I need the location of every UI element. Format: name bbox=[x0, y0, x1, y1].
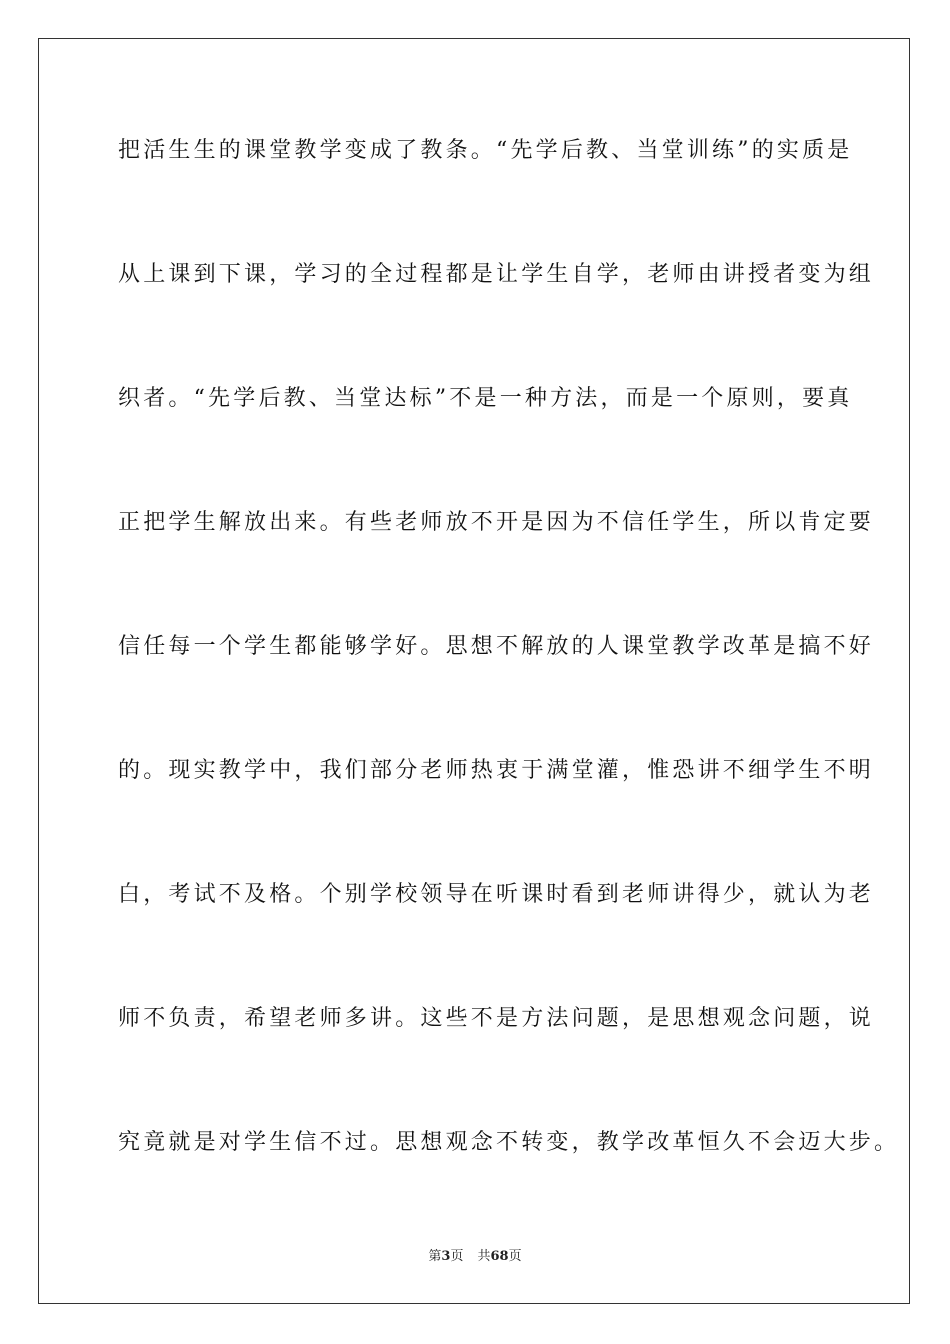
total-suffix: 页 bbox=[508, 1249, 522, 1264]
paragraph-line: 把活生生的课堂教学变成了教条。“先学后教、当堂训练”的实质是 bbox=[118, 138, 853, 163]
total-prefix: 共 bbox=[477, 1249, 491, 1264]
page-suffix: 页 bbox=[450, 1249, 464, 1264]
paragraph-line: 究竟就是对学生信不过。思想观念不转变，教学改革恒久不会迈大步。 bbox=[118, 1130, 900, 1155]
paragraph-line: 白，考试不及格。个别学校领导在听课时看到老师讲得少，就认为老 bbox=[118, 882, 875, 907]
total-pages: 68 bbox=[490, 1249, 509, 1264]
paragraph-line: 师不负责，希望老师多讲。这些不是方法问题，是思想观念问题，说 bbox=[118, 1006, 875, 1031]
page-prefix: 第 bbox=[428, 1249, 442, 1264]
paragraph-line: 正把学生解放出来。有些老师放不开是因为不信任学生，所以肯定要 bbox=[118, 510, 875, 535]
page-footer bbox=[0, 1248, 950, 1266]
paragraph-line: 从上课到下课，学习的全过程都是让学生自学，老师由讲授者变为组 bbox=[118, 262, 875, 287]
page-border bbox=[38, 38, 910, 1304]
paragraph-line: 织者。“先学后教、当堂达标”不是一种方法，而是一个原则，要真 bbox=[118, 386, 853, 411]
paragraph-line: 的。现实教学中，我们部分老师热衷于满堂灌，惟恐讲不细学生不明 bbox=[118, 758, 875, 783]
page-number: 3 bbox=[441, 1249, 451, 1264]
paragraph-line: 信任每一个学生都能够学好。思想不解放的人课堂教学改革是搞不好 bbox=[118, 634, 875, 659]
